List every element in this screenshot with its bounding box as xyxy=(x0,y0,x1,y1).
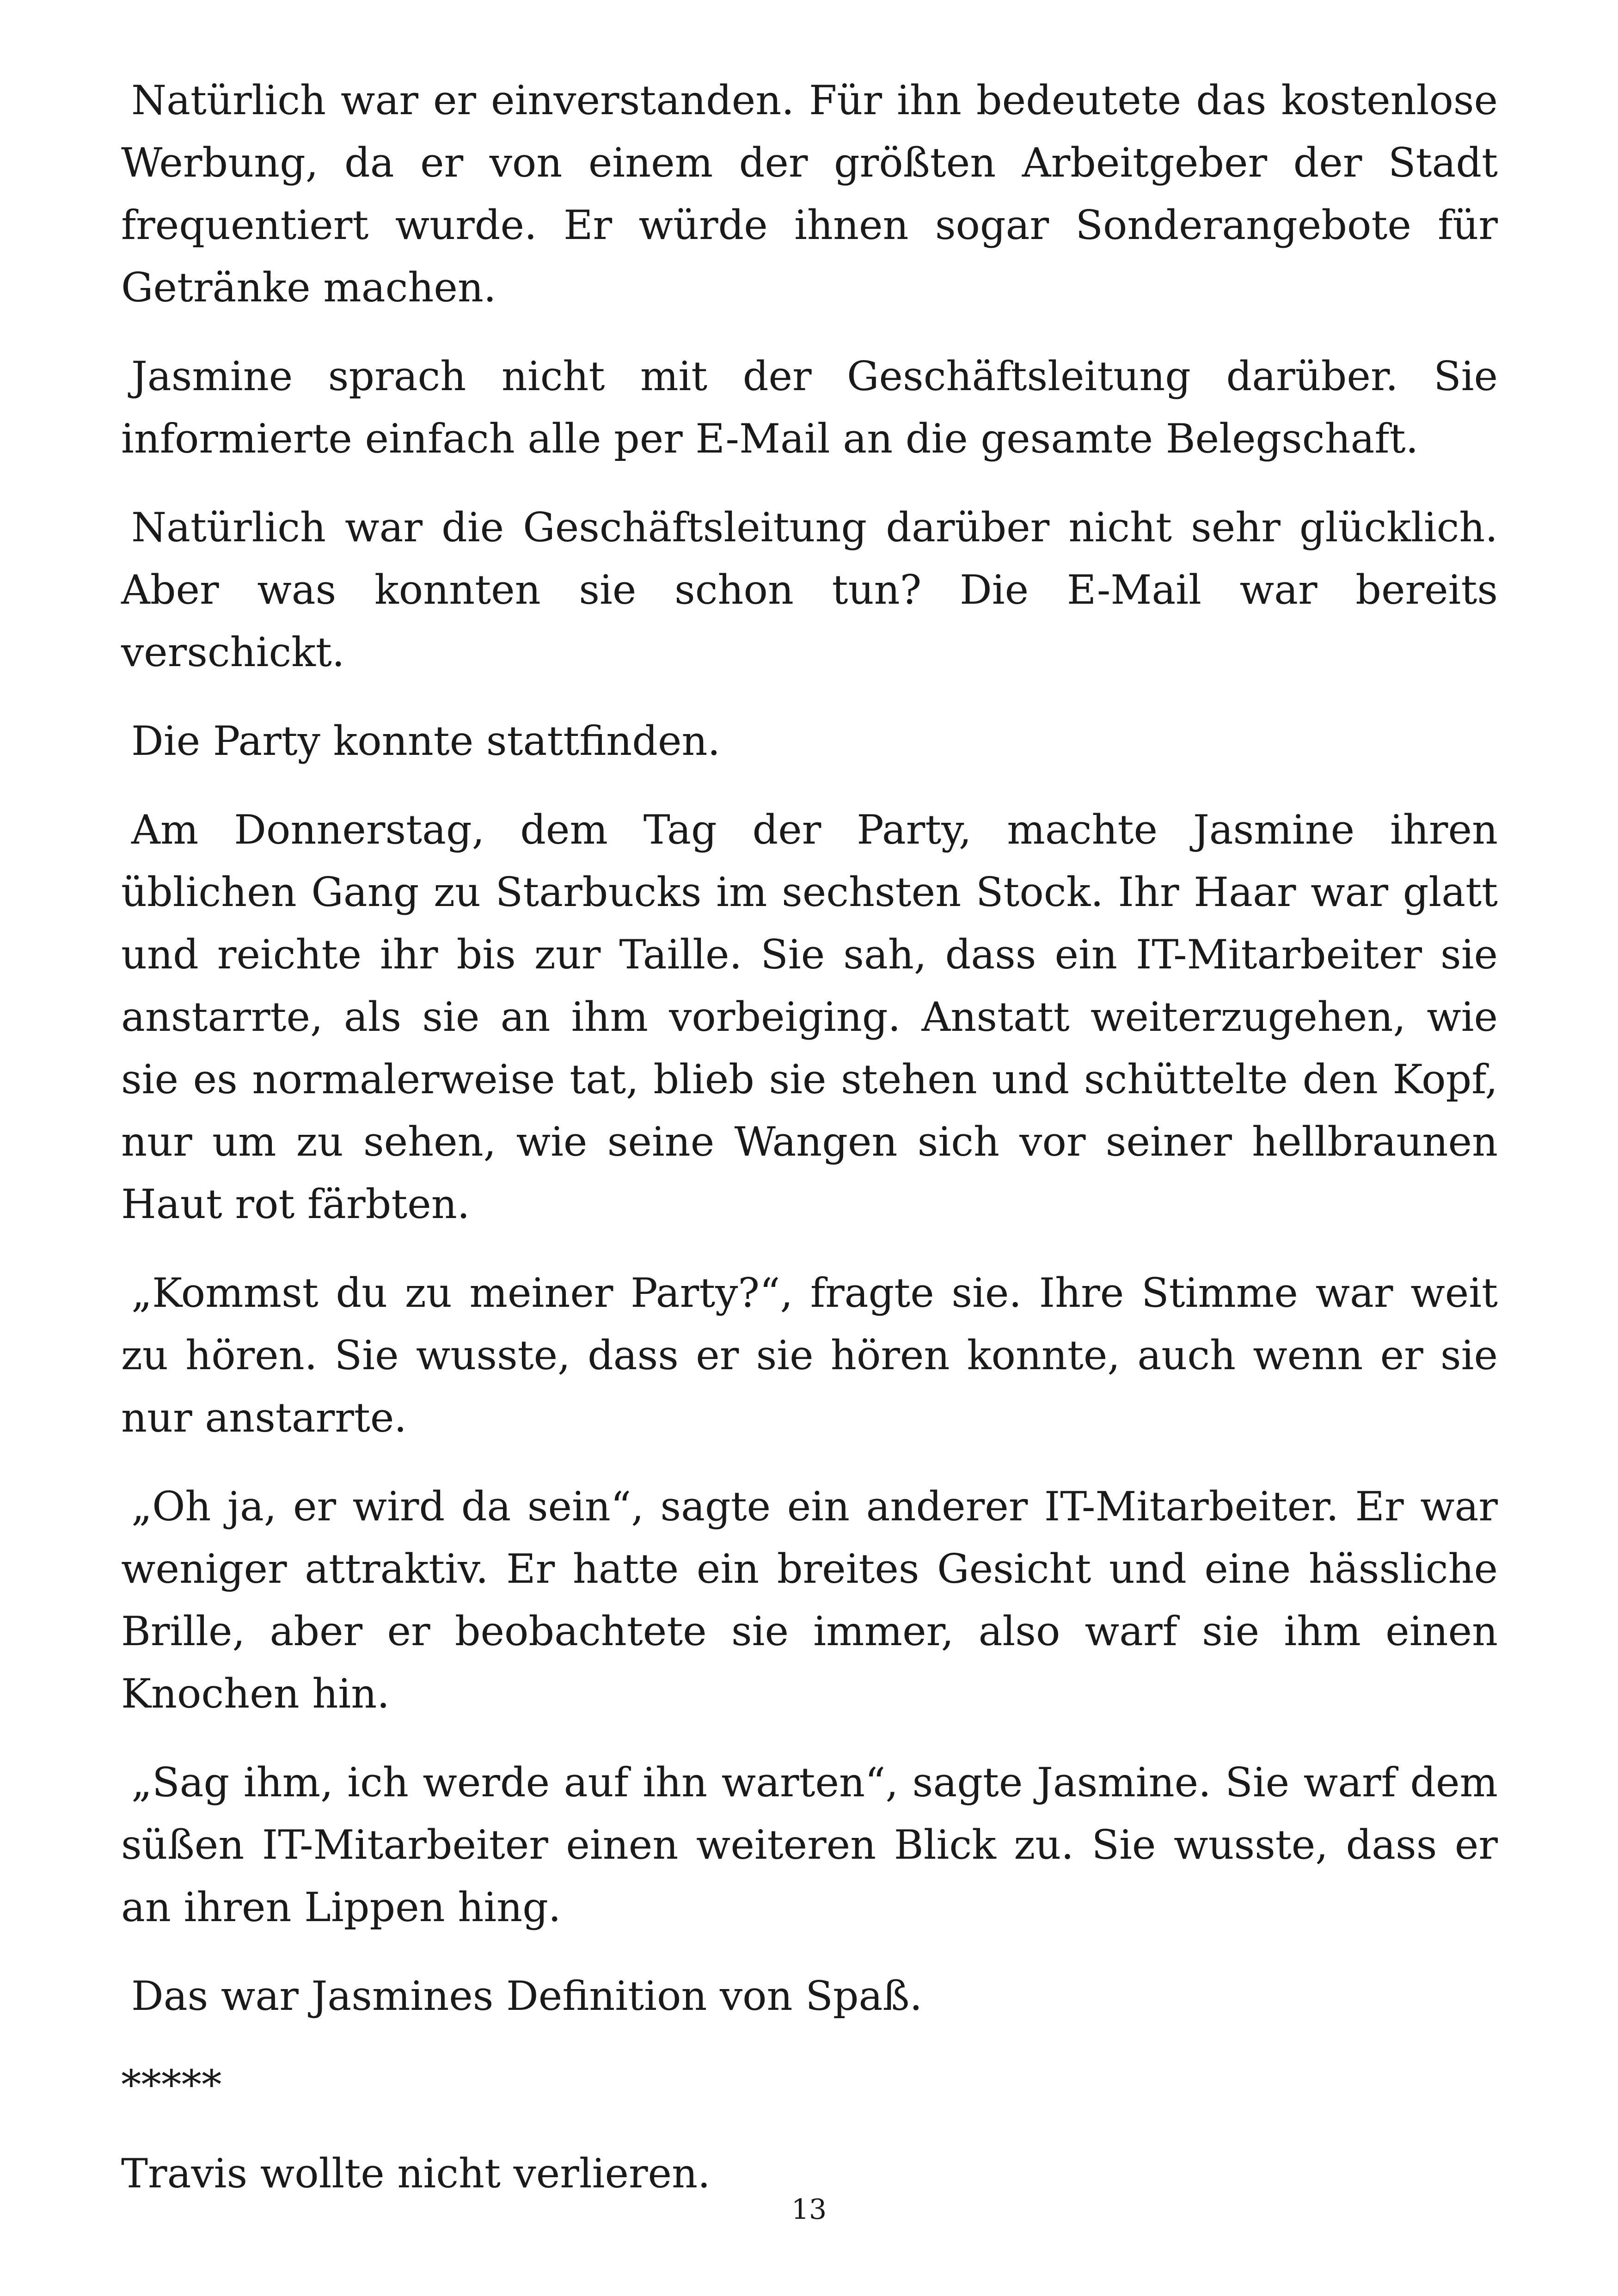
paragraph-8: „Sag ihm, ich werde auf ihn warten“, sagte Jasmine. Sie warf dem süßen IT-Mitarbeiter einen weiteren Blick zu. Sie wusste, dass er an ihren Lippen hing. xyxy=(121,1759,1498,1931)
paragraph-3: Natürlich war die Geschäftsleitung darüber nicht sehr glücklich. Aber was konnten sie schon tun? Die E-Mail war bereits verschickt. xyxy=(121,504,1498,676)
paragraph-7: „Oh ja, er wird da sein“, sagte ein anderer IT-Mitarbeiter. Er war weniger attraktiv. Er hatte ein breites Gesicht und eine hässliche Brille, aber er beobachtete sie immer, also warf sie ihm einen Knochen hin. xyxy=(121,1483,1498,1717)
paragraph-1: Natürlich war er einverstanden. Für ihn bedeutete das kostenlose Werbung, da er von einem der größten Arbeitgeber der Stadt frequentiert wurde. Er würde ihnen sogar Sonderangebote für Getränke machen. xyxy=(121,77,1498,311)
paragraph-9: Das war Jasmines Definition von Spaß. xyxy=(131,1972,923,2020)
paragraph-2: Jasmine sprach nicht mit der Geschäftsleitung darüber. Sie informierte einfach alle per E-Mail an die gesamte Belegschaft. xyxy=(121,353,1498,462)
page-body xyxy=(121,69,1498,2231)
paragraph-5: Am Donnerstag, dem Tag der Party, machte Jasmine ihren üblichen Gang zu Starbucks im sechsten Stock. Ihr Haar war glatt und reichte ihr bis zur Taille. Sie sah, dass ein IT-Mitarbeiter sie anstarrte, als sie an ihm vorbeiging. Anstatt weiterzugehen, wie sie es normalerweise tat, blieb sie stehen und schüttelte den Kopf, nur um zu sehen, wie seine Wangen sich vor seiner hellbraunen Haut rot färbten. xyxy=(121,806,1498,1228)
section-separator: ***** xyxy=(121,2061,222,2108)
closing-paragraph: Travis wollte nicht verlieren. xyxy=(121,2150,711,2197)
paragraph-4: Die Party konnte stattfinden. xyxy=(131,717,721,765)
page-number: 13 xyxy=(791,2193,827,2226)
paragraph-6: „Kommst du zu meiner Party?“, fragte sie. Ihre Stimme war weit zu hören. Sie wusste, dass er sie hören konnte, auch wenn er sie nur anstarrte. xyxy=(121,1269,1498,1441)
